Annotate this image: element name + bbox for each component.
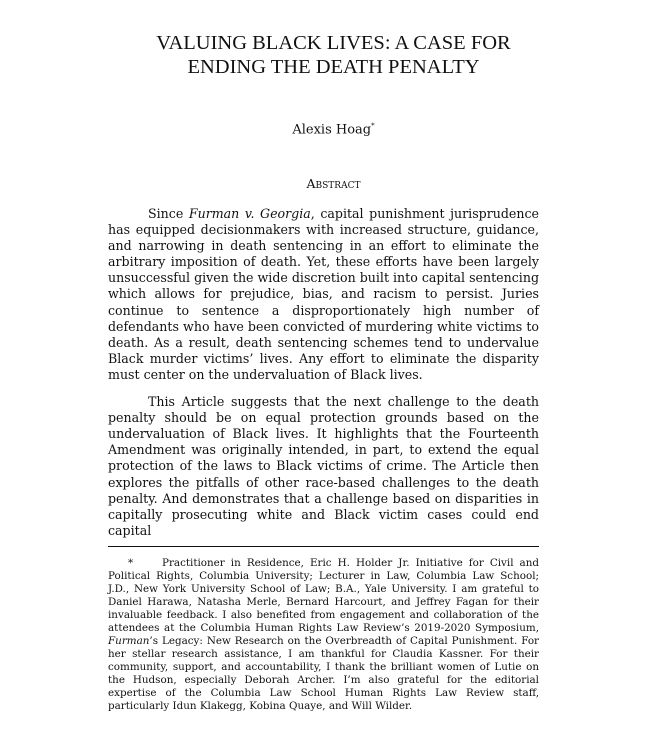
author-byline (0, 122, 667, 137)
abstract-p1-rest: , capital punishment jurisprudence has equipped decisionmakers with increased structure, guidance, and narrowing in death sentencing in an effort to eliminate the arbitrary imposition of death. Yet, these efforts have been largely unsuccessful given the wide discretion built into capital sentencing which allows for prejudice, bias, and racism to persist. Juries continue to sentence a disproportionately high number of defendants who have been convicted of murdering white victims to death. As a result, death sentencing schemes tend to undervalue Black murder victims’ lives. Any effort to eliminate the disparity must center on the undervaluation of Black lives. (108, 206, 539, 382)
footnote-marker: * (128, 557, 134, 569)
abstract-body (108, 206, 539, 550)
article-title (0, 31, 667, 79)
abstract-heading: Abstract (306, 176, 361, 191)
footnote-italic: Furman (108, 635, 150, 647)
footnote-text-a: Practitioner in Residence, Eric H. Holder Jr. Initiative for Civil and Political Rights, Columbia University; Lecturer in Law, Columbia Law School; J.D., New York University School of Law; B.A., Yale University. I am grateful to Daniel Harawa, Natasha Merle, Bernard Harcourt, and Jeffrey Fagan for their invaluable feedback. I also benefited from engagement and collaboration of the attendees at the Columbia Human Rights Law Review’s 2019-2020 Symposium, (108, 557, 539, 634)
title-line-2: ENDING THE DEATH PENALTY (187, 56, 480, 78)
footnote-text-b: ’s Legacy: New Research on the Overbreadth of Capital Punishment. For her stellar research assistance, I am thankful for Claudia Kassner. For their community, support, and accountability, I thank the brilliant women of Lutie on the Hudson, especially Deborah Archer. I’m also grateful for the editorial expertise of the Columbia Law School Human Rights Law Review staff, particularly Idun Klakegg, Kobina Quaye, and Will Wilder. (108, 635, 539, 712)
abstract-p1-lead: Since (148, 206, 189, 221)
author-name: Alexis Hoag (292, 122, 372, 138)
case-name: Furman v. Georgia (188, 206, 311, 221)
title-line-1: VALUING BLACK LIVES: A CASE FOR (156, 32, 511, 54)
footnote (108, 557, 539, 713)
footnote-divider (108, 546, 539, 547)
abstract-paragraph-2: This Article suggests that the next challenge to the death penalty should be on equal protection grounds based on the undervaluation of Black lives. It highlights that the Fourteenth Amendment was originally intended, in part, to extend the equal protection of the laws to Black victims of crime. The Article then explores the pitfalls of other race-based challenges to the death penalty. And demonstrates that a challenge based on disparities in capitally prosecuting white and Black victim cases could end capital (108, 394, 539, 538)
author-footnote-mark: * (371, 122, 375, 130)
abstract-paragraph-1 (108, 206, 539, 383)
